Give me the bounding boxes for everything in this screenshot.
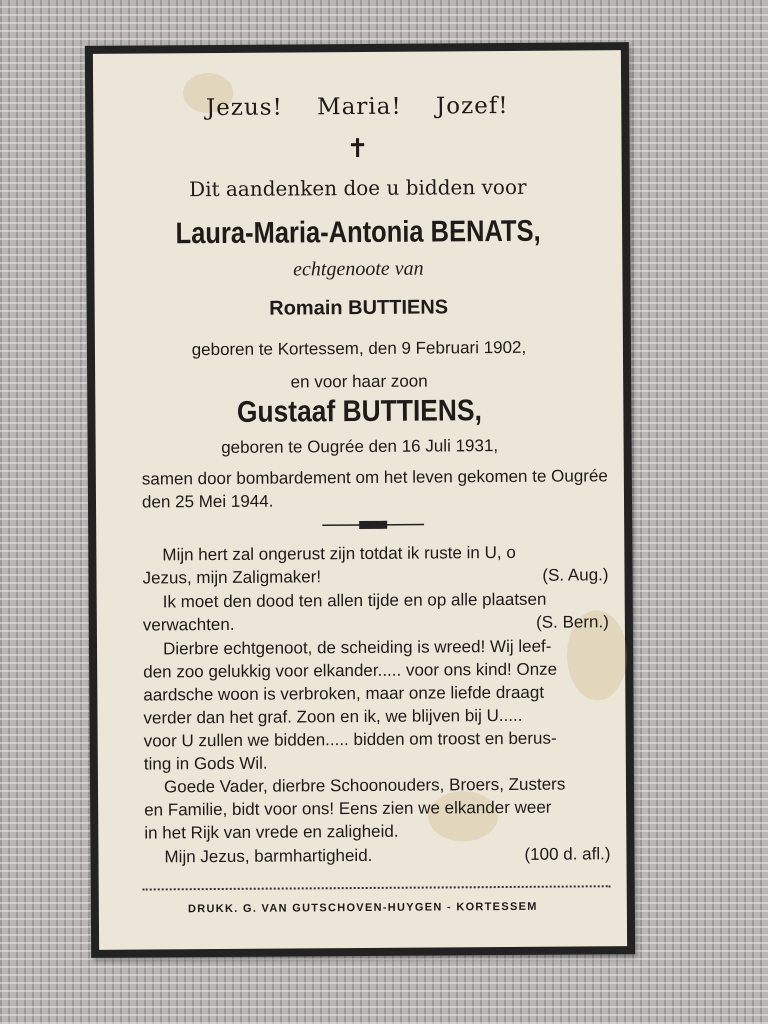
quote-text: verwachten.	[142, 614, 235, 635]
quote-augustine	[142, 540, 608, 589]
deceased-name-mother: Laura-Maria-Antonia BENATS,	[175, 214, 541, 251]
birth-line-son: geboren te Ougrée den 16 Juli 1931,	[221, 436, 499, 457]
paragraph-line: den zoo gelukkig voor elkander..... voor ons kind! Onze	[143, 659, 558, 682]
prayer-text: Mijn Jezus, barmhartigheid.	[164, 845, 373, 867]
invocation-heading: Jezus! Maria! Jozef!	[205, 92, 509, 122]
paragraph-line: aardsche woon is verbroken, maar onze liefde draagt	[143, 682, 545, 705]
paragraph-line: Dierbre echtgenoot, de scheiding is wreed! Wij leef-	[162, 636, 552, 659]
paragraph-line: voor U zullen we bidden..... bidden om troost en berus-	[143, 728, 557, 751]
card-paper	[93, 50, 627, 950]
paragraph-line: en Familie, bidt voor ons! Eens zien we elkander weer	[144, 797, 552, 820]
quote-text: Jezus, mijn Zaligmaker!	[142, 567, 322, 588]
quote-line-with-source	[143, 610, 609, 636]
farewell-paragraph	[143, 634, 610, 775]
quote-source: (S. Aug.)	[542, 565, 609, 585]
quote-source: (S. Bern.)	[536, 612, 609, 632]
death-notice: samen door bombardement om het leven gekomen te Ougrée den 25 Mei 1944.	[141, 466, 608, 512]
printer-imprint: DRUKK. G. VAN GUTSCHOVEN-HUYGEN - KORTESSEM	[187, 900, 538, 916]
cross-icon: ✝	[346, 133, 369, 165]
quote-bernard	[143, 587, 609, 636]
relation-line: echtgenoote van	[293, 257, 424, 281]
dotted-separator	[143, 885, 611, 890]
son-intro-line: en voor haar zoon	[290, 371, 428, 392]
intro-line: Dit aandenken doe u bidden voor	[189, 174, 527, 202]
husband-name: Romain BUTTIENS	[269, 296, 449, 320]
quote-line-with-source	[142, 563, 608, 589]
quote-line: Ik moet den dood ten allen tijde en op alle plaatsen	[162, 589, 547, 612]
prayer-line	[144, 842, 610, 868]
quote-line: Mijn hert zal ongerust zijn totdat ik ruste in U, o	[162, 542, 516, 565]
ornamental-divider	[322, 519, 424, 532]
paragraph-line: Goede Vader, dierbre Schoonouders, Broers, Zusters	[163, 774, 566, 797]
deceased-name-son: Gustaaf BUTTIENS,	[236, 394, 482, 429]
birth-line-mother: geboren te Kortessem, den 9 Februari 1902,	[191, 337, 527, 360]
indulgence-note: (100 d. afl.)	[524, 844, 611, 864]
paragraph-line: in het Rijk van vrede en zaligheid.	[144, 821, 399, 843]
family-paragraph	[144, 772, 610, 844]
paragraph-line: ting in Gods Wil.	[143, 753, 268, 774]
closing-prayer	[144, 842, 610, 868]
paragraph-line: verder dan het graf. Zoon en ik, we blijven bij U.....	[143, 705, 523, 728]
memorial-card	[85, 42, 635, 958]
